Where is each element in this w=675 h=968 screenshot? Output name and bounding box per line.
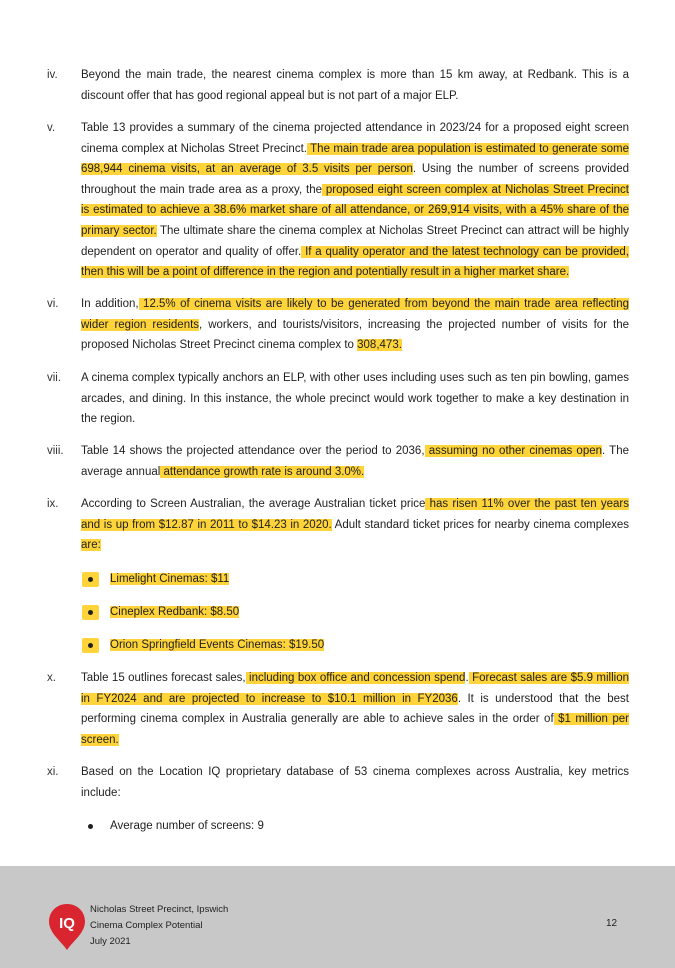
item-text bbox=[81, 118, 629, 283]
highlighted-text: If a quality operator and the latest technology can be provided, then this will be a point of difference in the region and potentially result in a higher market share. bbox=[81, 245, 630, 279]
text-segment: Table 15 outlines forecast sales, bbox=[81, 672, 246, 684]
item-number: ix. bbox=[47, 498, 59, 510]
item-number: vi. bbox=[47, 298, 59, 310]
text-segment: . It is understood that the best performing cinema complex in Australia generally are able to achieve sales in the order of bbox=[81, 692, 629, 726]
text-segment: , workers, and tourists/visitors, increasing the projected number of visits for the proposed Nicholas Street Precinct cinema complex to bbox=[81, 318, 629, 352]
text-segment: Beyond the main trade, the nearest cinema complex is more than 15 km away, at Redbank. This is a discount offer that has good regional appeal but is not part of a major ELP. bbox=[81, 69, 629, 102]
highlighted-text: proposed eight screen complex at Nicholas Street Precinct is estimated to achieve a 38.6% market share of all attendance, or 269,914 visits, with a 45% share of the primary sector. bbox=[81, 183, 629, 237]
text-segment: Table 13 provides a summary of the cinema projected attendance in 2023/24 for a proposed eight screen cinema complex at Nicholas Street Precinct. bbox=[81, 122, 629, 155]
item-number: vii. bbox=[47, 372, 62, 384]
text-segment: Table 14 shows the projected attendance over the period to 2036, bbox=[81, 445, 425, 457]
highlighted-text: attendance growth rate is around 3.0%. bbox=[160, 465, 365, 478]
text-segment: The ultimate share the cinema complex at Nicholas Street Precinct can attract will be highly dependent on operator and quality of offer. bbox=[81, 224, 629, 258]
item-text bbox=[81, 65, 629, 106]
highlighted-text: 12.5% of cinema visits are likely to be generated from beyond the main trade area reflecting wider region residents bbox=[81, 298, 630, 331]
text-segment: Adult standard ticket prices for nearby cinema complexes bbox=[331, 518, 629, 531]
highlighted-text: are: bbox=[81, 539, 101, 552]
item-text bbox=[81, 494, 629, 556]
bullet-dot-icon bbox=[88, 577, 93, 582]
highlighted-text: $1 million per screen. bbox=[81, 713, 629, 746]
text-segment: According to Screen Australian, the average Australian ticket price bbox=[81, 498, 426, 510]
highlighted-text: 308,473. bbox=[357, 339, 402, 352]
bullet-dot-icon bbox=[88, 643, 93, 648]
logo-text: IQ bbox=[59, 915, 75, 932]
item-text bbox=[81, 668, 629, 750]
bullet-label: Average number of screens: 9 bbox=[110, 820, 264, 832]
footer-report-title: Cinema Complex Potential bbox=[90, 920, 203, 931]
bullet-label: Limelight Cinemas: $11 bbox=[110, 573, 230, 585]
item-number: xi. bbox=[47, 766, 59, 778]
text-segment: . The average annual bbox=[81, 445, 629, 478]
item-text bbox=[81, 294, 629, 356]
text-segment: A cinema complex typically anchors an ELP, with other uses including uses such as ten pin bowling, games arcades, and dining. In this instance, the whole precinct would work together to make a key destination in the region. bbox=[81, 372, 629, 426]
footer-project-name: Nicholas Street Precinct, Ipswich bbox=[90, 904, 229, 915]
highlighted-text: Forecast sales are $5.9 million in FY2024 and are projected to increase to $10.1 million in FY2036 bbox=[81, 672, 629, 705]
highlighted-text: The main trade area population is estimated to generate some 698,944 cinema visits, at an average of 3.5 visits per person bbox=[81, 142, 629, 176]
item-number: v. bbox=[47, 122, 56, 134]
bullet-dot-icon bbox=[88, 824, 93, 829]
item-number: viii. bbox=[47, 445, 64, 457]
bullet-dot-icon bbox=[88, 610, 93, 615]
text-segment: Based on the Location IQ proprietary database of 53 cinema complexes across Australia, key metrics include: bbox=[81, 766, 629, 799]
location-iq-logo-icon bbox=[48, 903, 86, 951]
footer-date: July 2021 bbox=[90, 936, 131, 947]
highlighted-text: has risen 11% over the past ten years and is up from $12.87 in 2011 to $14.23 in 2020. bbox=[81, 498, 629, 531]
text-segment: In addition, bbox=[81, 298, 139, 310]
item-text bbox=[81, 762, 629, 803]
item-text bbox=[81, 368, 629, 430]
text-segment: . Using the number of screens provided throughout the main trade area as a proxy, the bbox=[81, 163, 629, 196]
item-number: iv. bbox=[47, 69, 58, 81]
item-number: x. bbox=[47, 672, 56, 684]
highlighted-text: assuming no other cinemas open bbox=[424, 445, 603, 457]
bullet-label: Orion Springfield Events Cinemas: $19.50 bbox=[110, 639, 325, 651]
page-number: 12 bbox=[606, 918, 618, 929]
text-segment: . bbox=[465, 672, 469, 684]
highlighted-text: including box office and concession spend bbox=[245, 672, 466, 684]
item-text bbox=[81, 441, 629, 482]
bullet-label: Cineplex Redbank: $8.50 bbox=[110, 606, 240, 618]
